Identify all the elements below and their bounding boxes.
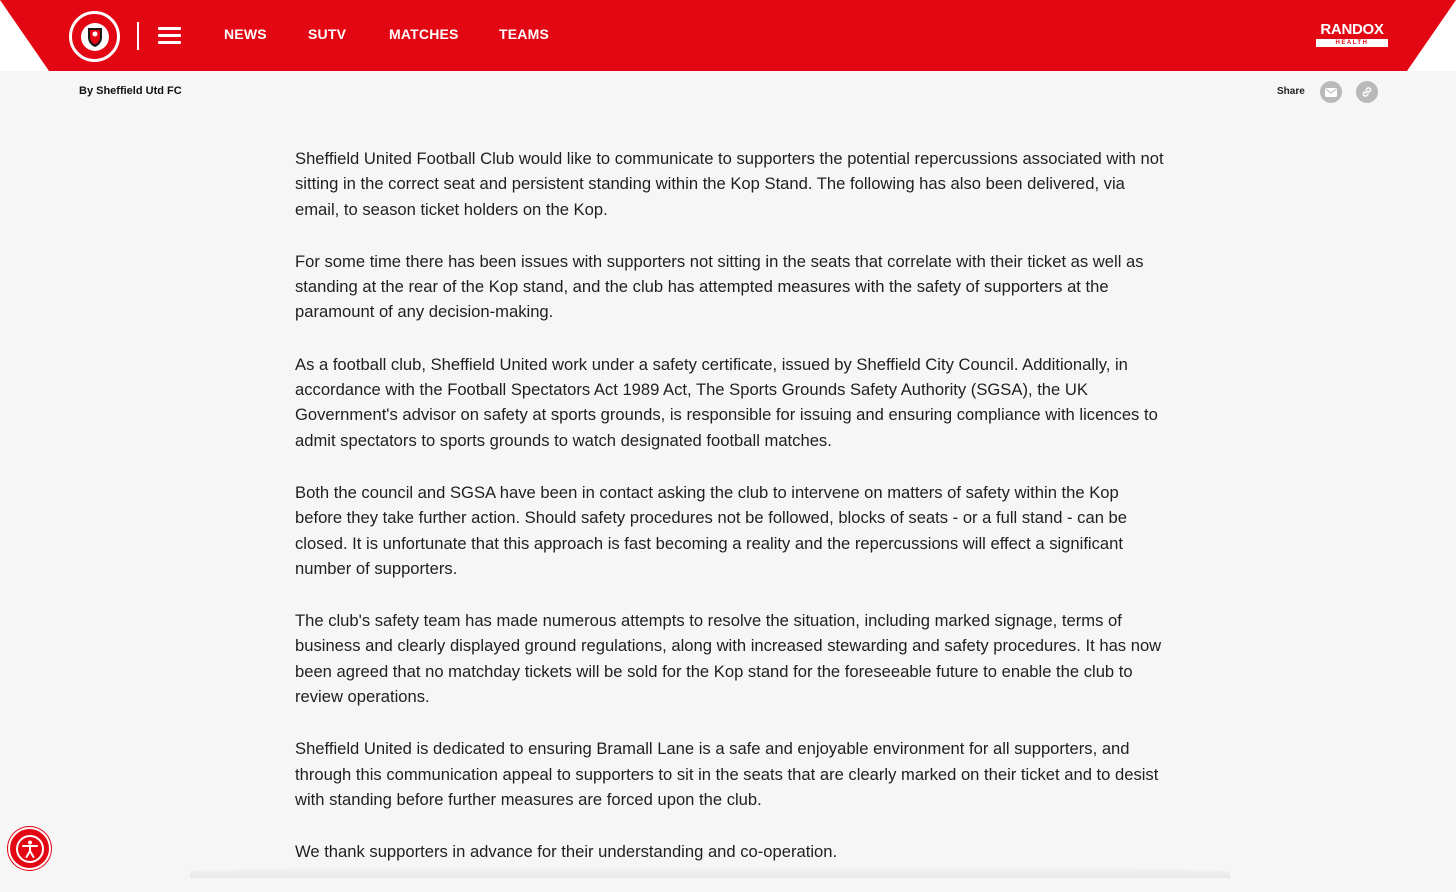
sponsor-logo[interactable] [1316,22,1388,48]
article-paragraph: We thank supporters in advance for their understanding and co-operation. [295,842,838,862]
nav-item-teams[interactable]: TEAMS [499,26,549,42]
nav-item-matches[interactable]: MATCHES [389,26,459,42]
hamburger-icon-bar [158,34,181,37]
share-label: Share [1277,86,1305,97]
article-paragraph: Both the council and SGSA have been in contact asking the club to intervene on matters of safety within the Kop before they take further action. Should safety procedures not be followed, blocks of seats - or a full stand - can be closed. It is unfortunate that this approach is fast becoming a reality and the repercussions will effect a significant number of supporters. [295,482,1128,578]
article-body [295,146,1165,892]
hamburger-icon [158,27,181,30]
bottom-shadow [190,866,1230,878]
site-header [0,0,1456,71]
nav-item-news[interactable]: NEWS [224,26,267,42]
sponsor-sub: HEALTH [1316,39,1388,47]
article-paragraph: The club's safety team has made numerous attempts to resolve the situation, including marked signage, terms of business and clearly displayed ground regulations, along with increased stewarding and safety procedures. It has now been agreed that no matchday tickets will be sold for the Kop stand for the foreseeable future to enable the club to review operations. [295,611,1162,707]
menu-button[interactable] [158,25,182,45]
header-divider [137,22,139,50]
article-paragraph: For some time there has been issues with supporters not sitting in the seats that correlate with their ticket as well as standing at the rear of the Kop stand, and the club has attempted measures with the safety of supporters at the paramount of any decision-making. [295,251,1144,322]
article-paragraph: As a football club, Sheffield United work under a safety certificate, issued by Sheffield City Council. Additionally, in accordance with the Football Spectators Act 1989 Act, The Sports Grounds Safety Authority (SGSA), the UK Government's advisor on safety at sports grounds, is responsible for issuing and ensuring compliance with licences to admit spectators to sports grounds to watch designated football matches. [295,354,1158,450]
article-byline: By Sheffield Utd FC [79,85,182,97]
link-icon [1361,86,1373,98]
share-email-button[interactable] [1320,81,1342,103]
nav-item-sutv[interactable]: SUTV [308,26,347,42]
club-crest-logo[interactable] [69,11,120,62]
article-paragraph: Sheffield United is dedicated to ensuring Bramall Lane is a safe and enjoyable environment for all supporters, and through this communication appeal to supporters to sit in the seats that are clearly marked on their ticket and to desist with standing before further measures are forced upon the club. [295,739,1159,809]
share-link-button[interactable] [1356,81,1378,103]
crest-icon [73,15,117,59]
header-red-band [0,0,1456,71]
hamburger-icon-bar [158,41,181,44]
accessibility-icon [15,834,45,864]
sponsor-name: RANDOX [1320,21,1384,38]
article-paragraph: Sheffield United Football Club would like to communicate to supporters the potential repercussions associated with not sitting in the correct seat and persistent standing within the Kop Stand. The following has also been delivered, via email, to season ticket holders on the Kop. [295,149,1164,219]
email-icon [1325,88,1337,97]
accessibility-button[interactable] [8,827,51,870]
